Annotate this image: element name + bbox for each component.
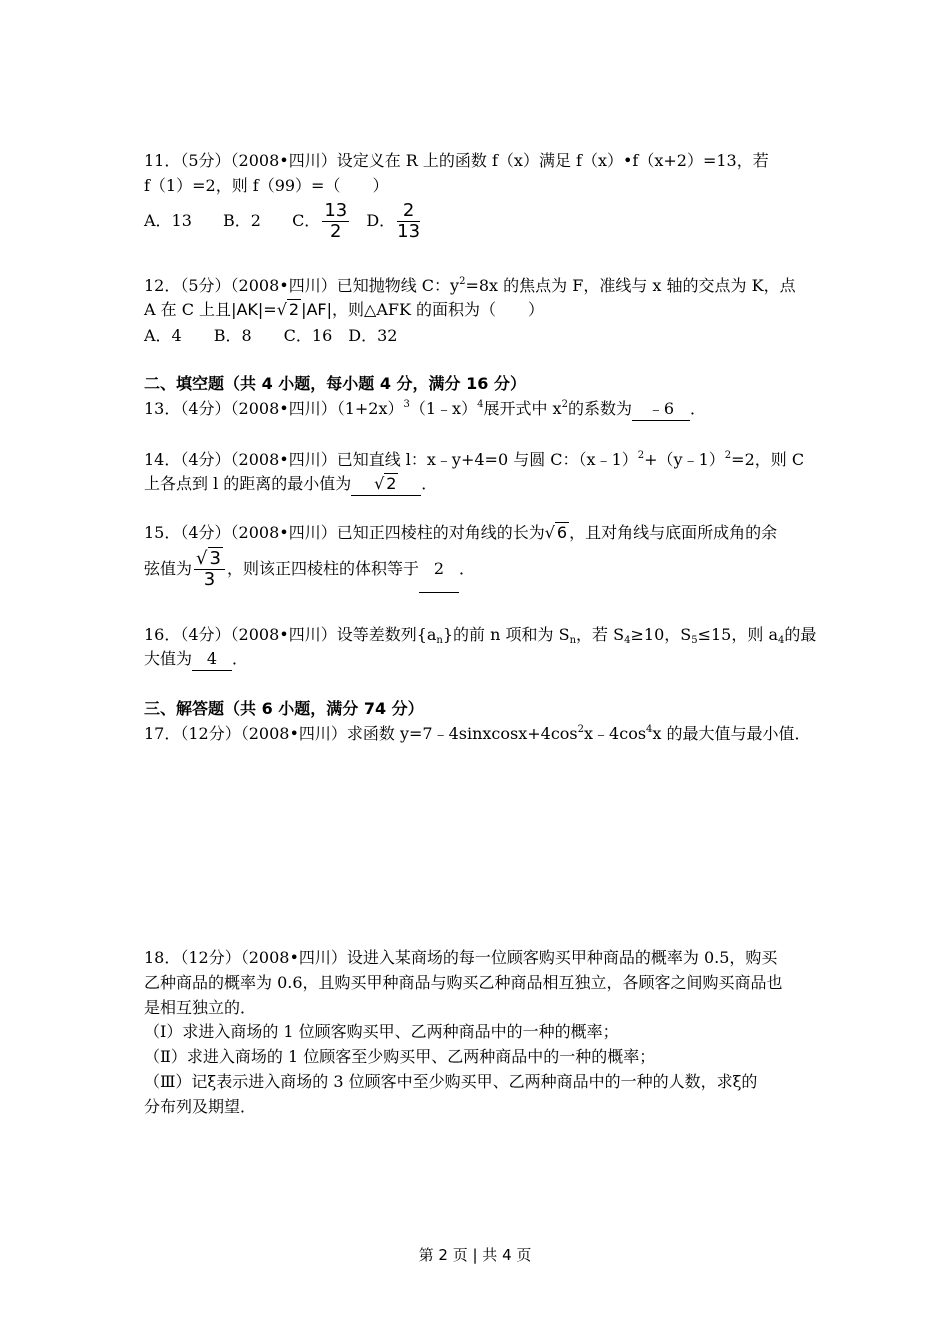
q15-numerator-value: 3 [209, 548, 221, 569]
q12-text-a: 12．（5分）（2008•四川）已知抛物线 C：y [144, 276, 460, 295]
q16-text-c: ，若 S [576, 625, 625, 644]
q15-line1 [144, 522, 777, 544]
q13-line [144, 398, 706, 421]
page-footer: 第 2 页 | 共 4 页 [418, 1246, 532, 1264]
q11-line1: 11．（5分）（2008•四川）设定义在 R 上的函数 f（x）满足 f（x）•f（x+2）=13，若 [144, 151, 769, 170]
q18-part-2: （Ⅱ）求进入商场的 1 位顾客至少购买甲、乙两种商品中的一种的概率； [144, 1047, 656, 1066]
q18-line3: 是相互独立的． [144, 998, 257, 1017]
q13-answer: ﹣6 [632, 398, 690, 421]
q14-text-e: ． [421, 474, 438, 493]
q13-text-a: 13．（4分）（2008•四川）（1+2x） [144, 399, 404, 418]
q16-text-d: ≥10，S [630, 625, 692, 644]
q16-sub-5: 4 [778, 635, 785, 646]
q12-options: A．4 B．8 C．16 D．32 [144, 326, 398, 345]
q17-sup-1: 2 [577, 724, 585, 735]
q11-option-d-fraction [397, 201, 420, 242]
q12-sup: 2 [459, 276, 466, 287]
q14-line1 [144, 449, 804, 471]
q16-text-h: ． [232, 649, 249, 668]
q16-text-f: 的最 [784, 625, 817, 644]
q12-sqrt: √ 2 [276, 300, 300, 319]
q18-part-1: （Ⅰ）求进入商场的 1 位顾客购买甲、乙两种商品中的一种的概率； [144, 1022, 619, 1041]
q14-sup-2: 2 [724, 450, 732, 461]
q16-text-e: ≤15，则 a [697, 625, 778, 644]
q15-fraction-denominator: 3 [203, 569, 216, 590]
q12-text-b: =8x 的焦点为 F，准线与 x 轴的交点为 K，点 [465, 276, 796, 295]
q16-text-g: 大值为 [144, 649, 193, 668]
q12-sqrt-value: 2 [288, 300, 300, 319]
q11-options [144, 198, 422, 244]
q11-option-c-fraction [322, 201, 349, 242]
q16-sub-4: 5 [691, 635, 698, 646]
q15-text-a: 15．（4分）（2008•四川）已知正四棱柱的对角线的长为 [144, 523, 545, 542]
q14-answer-value: 2 [386, 474, 397, 493]
q17-text-b: x﹣4cos [584, 724, 647, 743]
q16-sub-2: n [569, 635, 577, 646]
q11-line2: f（1）=2，则 f（99）=（ ） [144, 176, 389, 195]
q14-answer-sqrt: √ 2 [374, 474, 397, 493]
q11-c-numerator: 13 [324, 200, 348, 221]
q14-answer [351, 473, 421, 496]
q16-sub-3: 4 [624, 635, 631, 646]
q18-line7: 分布列及期望． [144, 1097, 257, 1116]
q15-answer: 2 [419, 546, 459, 593]
q17-text-c: x 的最大值与最小值． [652, 724, 811, 743]
q15-fraction-numerator: √ 3 [194, 549, 225, 570]
q14-text-b: +（y﹣1） [644, 450, 725, 469]
q15-fraction [194, 549, 225, 590]
q15-sqrt-value: 6 [556, 523, 568, 542]
q11-d-numerator: 2 [397, 201, 420, 222]
q11-option-d-prefix: D． [366, 211, 396, 230]
q12-eq: = [263, 300, 277, 319]
q12-text-d: ，则△AFK 的面积为（ ） [332, 300, 545, 319]
q13-sup-2: 4 [477, 399, 484, 410]
q15-text-c: 弦值为 [144, 559, 193, 578]
q16-sub-1: n [436, 635, 443, 646]
q18-line1: 18．（12分）（2008•四川）设进入某商场的每一位顾客购买甲种商品的概率为 0.5，购买 [144, 948, 778, 967]
q16-line2 [144, 648, 248, 671]
q13-sup-1: 3 [403, 399, 410, 410]
q16-line1 [144, 624, 816, 646]
q15-text-b: ，且对角线与底面所成角的余 [569, 523, 778, 542]
q17-text-a: 17．（12分）（2008•四川）求函数 y=7﹣4sinxcosx+4cos [144, 724, 578, 743]
q15-line2 [144, 546, 475, 593]
q11-option-b: B．2 [223, 211, 261, 230]
q17-sup-2: 4 [646, 724, 653, 735]
q15-text-d: ，则该正四棱柱的体积等于 [226, 559, 419, 578]
q14-line2 [144, 473, 437, 496]
q15-text-e: ． [458, 559, 475, 578]
q15-sqrt: √ 6 [544, 523, 568, 542]
q18-part-3: （Ⅲ）记ξ表示进入商场的 3 位顾客中至少购买甲、乙两种商品中的一种的人数，求ξ的 [144, 1072, 758, 1091]
q12-abs-ak: |AK| [231, 300, 264, 319]
q17-line [144, 723, 811, 745]
q12-line2 [144, 299, 544, 321]
section-3-title: 三、解答题（共 6 小题，满分 74 分） [144, 699, 424, 718]
q12-line1 [144, 275, 796, 297]
section-2-title: 二、填空题（共 4 小题，每小题 4 分，满分 16 分） [144, 374, 526, 393]
q12-abs-af: |AF| [301, 300, 333, 319]
q14-text-a: 14．（4分）（2008•四川）已知直线 l：x﹣y+4=0 与圆 C：（x﹣1） [144, 450, 638, 469]
q13-sup-3: 2 [561, 399, 568, 410]
q13-text-e: ． [689, 399, 706, 418]
q16-text-b: }的前 n 项和为 S [442, 625, 570, 644]
q14-text-c: =2，则 C [731, 450, 805, 469]
q11-option-a: A．13 [144, 211, 192, 230]
q18-line2: 乙种商品的概率为 0.6，且购买甲种商品与购买乙种商品相互独立，各顾客之间购买商品也 [144, 973, 783, 992]
q13-text-c: 展开式中 x [483, 399, 562, 418]
q14-sup-1: 2 [637, 450, 645, 461]
q16-answer: 4 [192, 648, 232, 671]
q11-d-denominator: 13 [397, 221, 421, 242]
q11-option-c-prefix: C． [292, 211, 321, 230]
q12-text-c: A 在 C 上且 [144, 300, 232, 319]
q13-text-d: 的系数为 [567, 399, 632, 418]
q11-c-denominator: 2 [330, 221, 342, 242]
q14-text-d: 上各点到 l 的距离的最小值为 [144, 474, 352, 493]
q13-text-b: （1﹣x） [409, 399, 478, 418]
q16-text-a: 16．（4分）（2008•四川）设等差数列{a [144, 625, 437, 644]
